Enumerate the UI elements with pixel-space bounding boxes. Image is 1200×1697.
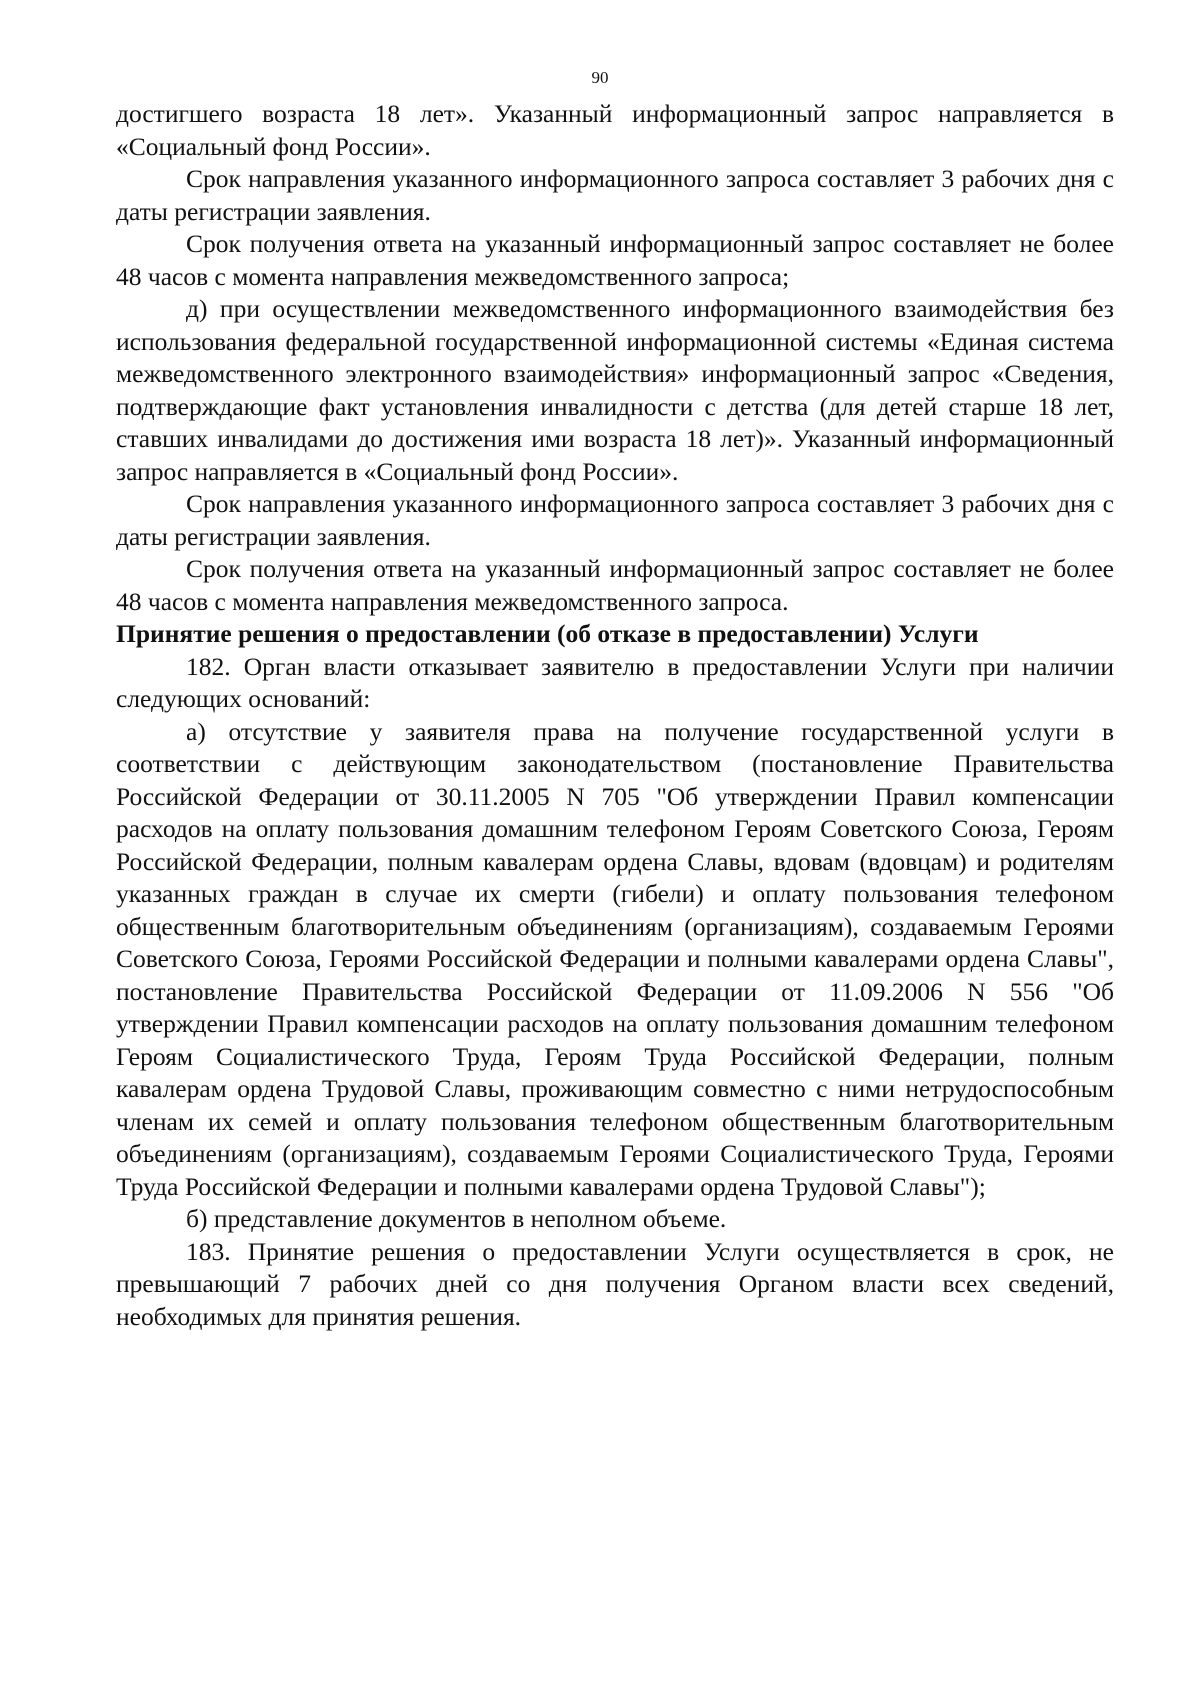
paragraph: Срок получения ответа на указанный информационный запрос составляет не более 48 часов с момента направления межведомственного запроса. [116, 554, 1114, 616]
paragraph-clause-183: 183. Принятие решения о предоставлении Услуги осуществляется в срок, не превышающий 7 рабочих дней со дня получения Органом власти всех сведений, необходимых для принятия решения. [116, 1236, 1114, 1331]
paragraph: Срок получения ответа на указанный информационный запрос составляет не более 48 часов с момента направления межведомственного запроса; [116, 229, 1114, 291]
paragraph: достигшего возраста 18 лет». Указанный информационный запрос направляется в «Социальный фонд России». [116, 99, 1114, 161]
section-heading: Принятие решения о предоставлении (об отказе в предоставлении) Услуги [116, 619, 979, 648]
document-body [116, 98, 1114, 1333]
page-number: 90 [591, 68, 609, 87]
paragraph: д) при осуществлении межведомственного информационного взаимодействия без использования федеральной государственной информационной системы «Единая система межведомственного электронного взаимодействия» информационный запрос «Сведения, подтверждающие факт установления инвалидности с детства (для детей старше 18 лет, ставших инвалидами до достижения ими возраста 18 лет)». Указанный информационный запрос направляется в «Социальный фонд России». [116, 294, 1114, 486]
paragraph-subclause-a: а) отсутствие у заявителя права на получение государственной услуги в соответствии с действующим законодательством (постановление Правительства Российской Федерации от 30.11.2005 N 705 "Об утверждении Правил компенсации расходов на оплату пользования домашним телефоном Героям Советского Союза, Героям Российской Федерации, полным кавалерам ордена Славы, вдовам (вдовцам) и родителям указанных граждан в случае их смерти (гибели) и оплату пользования телефоном общественным благотворительным объединениям (организациям), создаваемым Героями Советского Союза, Героями Российской Федерации и полными кавалерами ордена Славы", постановление Правительства Российской Федерации от 11.09.2006 N 556 "Об утверждении Правил компенсации расходов на оплату пользования домашним телефоном Героям Социалистического Труда, Героям Труда Российской Федерации, полным кавалерам ордена Трудовой Славы, проживающим совместно с ними нетрудоспособным членам их семей и оплату пользования телефоном общественным благотворительным объединениям (организациям), создаваемым Героями Социалистического Труда, Героями Труда Российской Федерации и полными кавалерами ордена Трудовой Славы"); [116, 716, 1114, 1201]
paragraph-subclause-b: б) представление документов в неполном объеме. [186, 1204, 727, 1233]
paragraph: Срок направления указанного информационного запроса составляет 3 рабочих дня с даты регистрации заявления. [116, 164, 1114, 226]
paragraph-clause-182: 182. Орган власти отказывает заявителю в предоставлении Услуги при наличии следующих оснований: [116, 651, 1114, 713]
paragraph: Срок направления указанного информационного запроса составляет 3 рабочих дня с даты регистрации заявления. [116, 489, 1114, 551]
